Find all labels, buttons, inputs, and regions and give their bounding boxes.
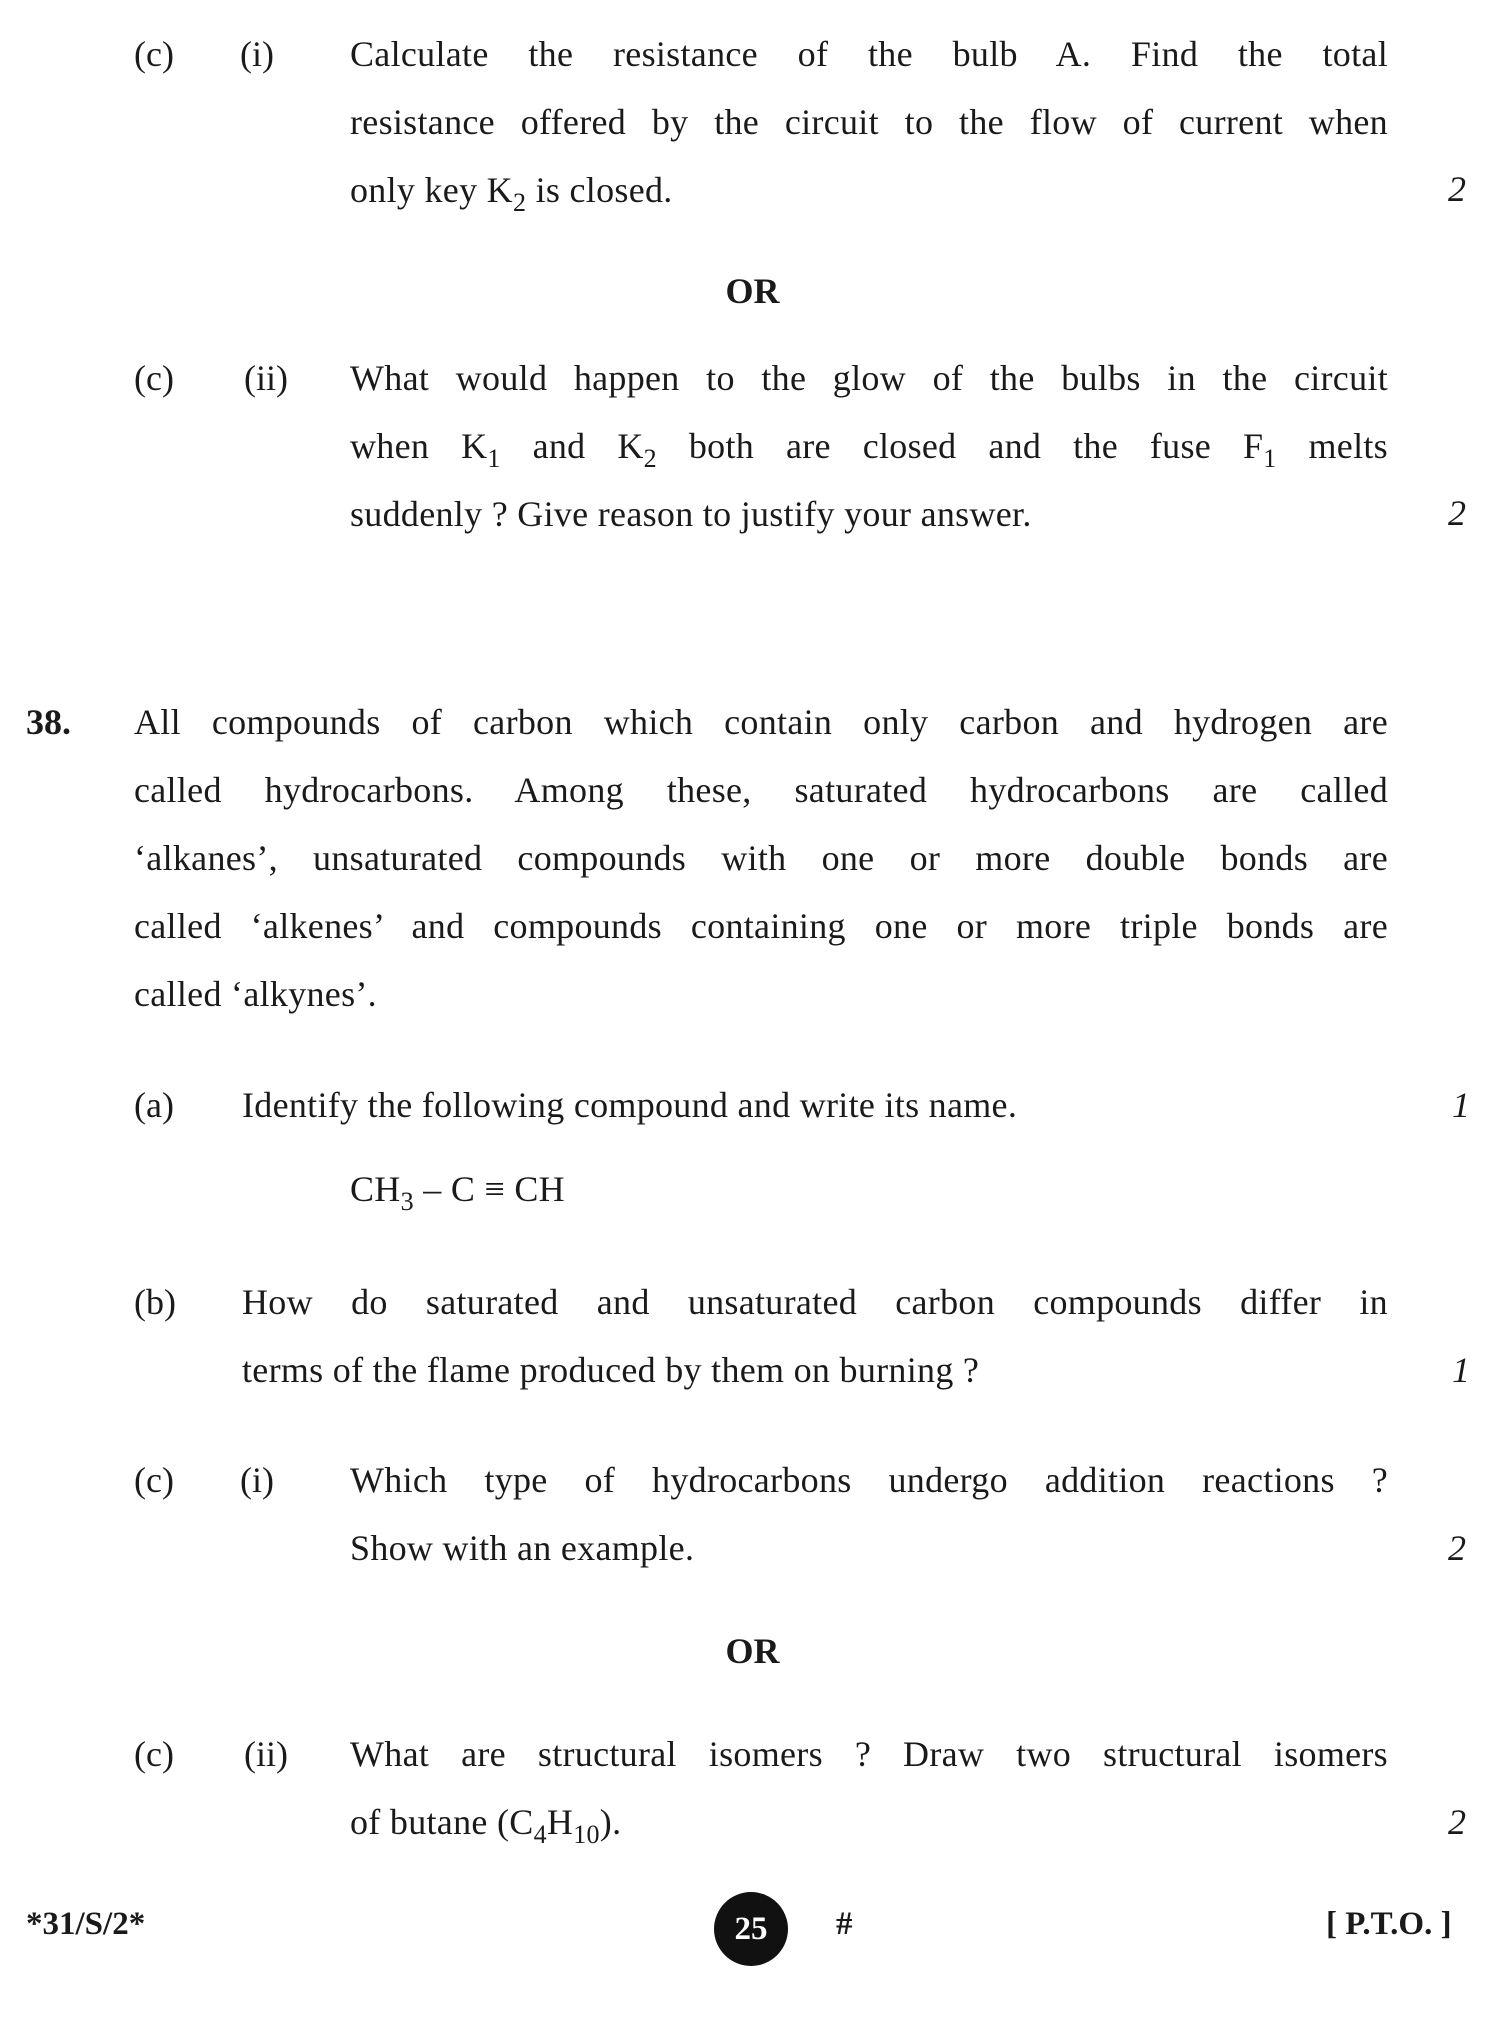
q38-a-marks: 1 [1452,1085,1470,1125]
q37-or: OR [725,271,780,311]
q37-ci-marks: 2 [1448,169,1466,209]
q38-a-formula: $CH_3$ – C ≡ CH [350,1169,565,1216]
q38-or: OR [725,1631,780,1671]
footer-page-number: 25 [714,1892,788,1966]
q37-c-label: (c) [134,34,174,74]
q38-b-marks: 1 [1452,1350,1470,1390]
q38-cii-label: (c) [134,1734,174,1774]
q38-cii-num: (ii) [244,1734,288,1774]
q38-b-line2: terms of the flame produced by them on burning ? [242,1350,980,1390]
q38-ci-label: (c) [134,1460,174,1500]
q38-para-line4: called ‘alkenes’ and compounds containing one or more triple bonds are [134,906,1388,946]
q37-cii-line2: when $K_1$ and $K_2$ both are closed and the fuse $F_1$ melts [350,426,1388,473]
q37-ci-line1: Calculate the resistance of the bulb A. Find the total [350,34,1388,74]
q38-cii-line1: What are structural isomers ? Draw two structural isomers [350,1734,1388,1774]
q37-cii-line3: suddenly ? Give reason to justify your answer. [350,494,1032,534]
q38-b-label: (b) [134,1282,176,1322]
q38-a-text: Identify the following compound and write its name. [242,1085,1018,1125]
q37-cii-line1: What would happen to the glow of the bulbs in the circuit [350,358,1388,398]
q37-ci-line3: only key $K_2$ is closed. [350,170,673,217]
q38-para-line1: All compounds of carbon which contain only carbon and hydrogen are [134,702,1388,742]
q37-ci-line2: resistance offered by the circuit to the flow of current when [350,102,1388,142]
q37-cii-marks: 2 [1448,493,1466,533]
q38-ci-line2: Show with an example. [350,1528,695,1568]
footer-hash: # [836,1906,853,1942]
q38-ci-num: (i) [240,1460,274,1500]
q37-cii-label: (c) [134,358,174,398]
footer-pto: [ P.T.O. ] [1326,1906,1452,1942]
q38-ci-line1: Which type of hydrocarbons undergo addition reactions ? [350,1460,1388,1500]
q38-ci-marks: 2 [1448,1528,1466,1568]
footer-paper-code: *31/S/2* [26,1906,146,1942]
q38-number: 38. [26,702,71,742]
q38-cii-line2: of butane $(C_4H_{10})$. [350,1802,622,1849]
q38-b-line1: How do saturated and unsaturated carbon compounds differ in [242,1282,1388,1322]
q37-cii-num: (ii) [244,358,288,398]
q38-para-line5: called ‘alkynes’. [134,974,377,1014]
q38-cii-marks: 2 [1448,1802,1466,1842]
q38-para-line2: called hydrocarbons. Among these, saturated hydrocarbons are called [134,770,1388,810]
q38-a-label: (a) [134,1085,174,1125]
q37-ci-num: (i) [240,34,274,74]
q38-para-line3: ‘alkanes’, unsaturated compounds with one or more double bonds are [134,838,1388,878]
